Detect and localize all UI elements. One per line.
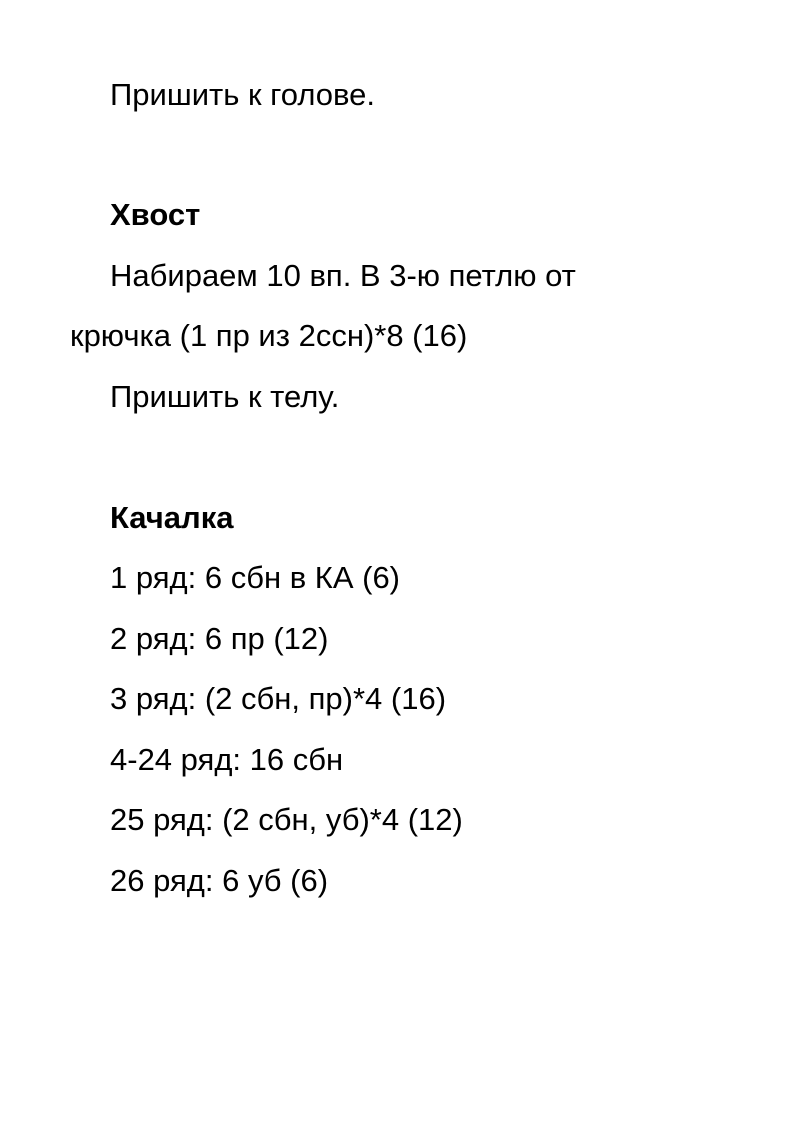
text-line: 25 ряд: (2 сбн, уб)*4 (12)	[110, 802, 463, 837]
text-line: 3 ряд: (2 сбн, пр)*4 (16)	[110, 681, 447, 716]
text-line: 26 ряд: 6 уб (6)	[110, 863, 329, 898]
text-line: 2 ряд: 6 пр (12)	[110, 621, 329, 656]
text-line: Набираем 10 вп. В 3-ю петлю от	[110, 258, 576, 293]
text-line: 1 ряд: 6 сбн в КА (6)	[110, 560, 401, 595]
text-line: Пришить к голове.	[110, 77, 375, 112]
section-heading-rocker: Качалка	[110, 500, 234, 535]
text-line: Пришить к телу.	[110, 379, 340, 414]
text-line: 4-24 ряд: 16 сбн	[110, 742, 344, 777]
section-heading-tail: Хвост	[110, 197, 201, 232]
text-line: крючка (1 пр из 2ссн)*8 (16)	[70, 318, 468, 353]
